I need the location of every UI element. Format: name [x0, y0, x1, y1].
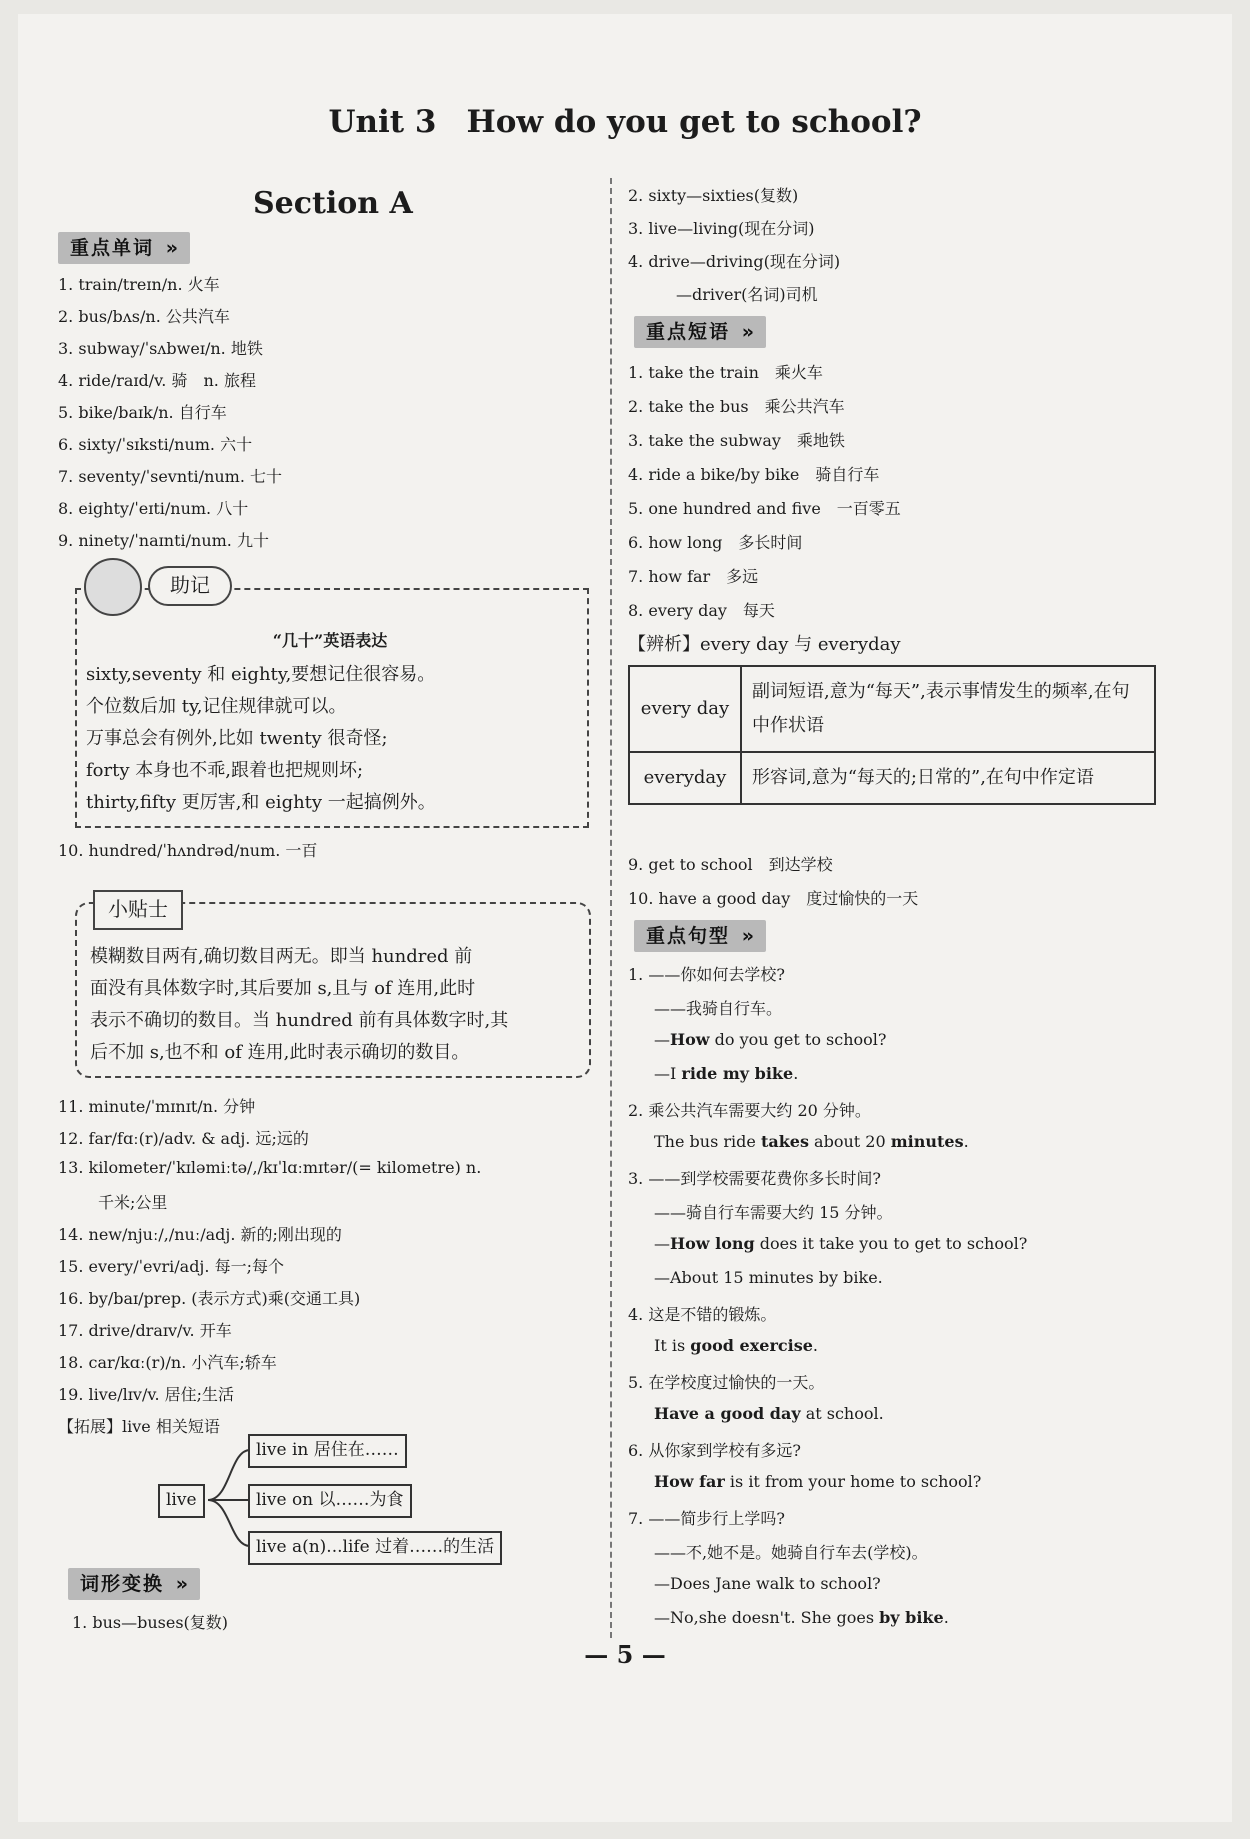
word-item: 16. by/baɪ/prep. (表示方式)乘(交通工具)	[58, 1289, 361, 1308]
header-key-phrases: 重点短语 »	[634, 316, 766, 348]
word-10: 10. hundred/ˈhʌndrəd/num. 一百	[58, 841, 318, 860]
header-key-words: 重点单词 »	[58, 232, 190, 264]
phrase-item: 4. ride a bike/by bike 骑自行车	[628, 465, 880, 484]
word-item: 15. every/ˈevri/adj. 每一;每个	[58, 1257, 284, 1276]
tip-label: 小贴士	[93, 890, 183, 930]
memory-line: thirty,fifty 更厉害,和 eighty 一起搞例外。	[86, 792, 436, 813]
extend-label: 【拓展】live 相关短语	[58, 1417, 220, 1436]
form-item-3: 3. live—living(现在分词)	[628, 219, 815, 238]
sentence-chinese: 5. 在学校度过愉快的一天。	[628, 1373, 825, 1392]
sentence-english: The bus ride takes about 20 minutes.	[654, 1132, 969, 1151]
extend-item-3: live a(n)...life 过着……的生活	[248, 1531, 502, 1565]
word-item: 千米;公里	[98, 1193, 168, 1212]
column-divider	[610, 178, 612, 1638]
sentence-english: —I ride my bike.	[654, 1064, 799, 1083]
form-item-2: 2. sixty—sixties(复数)	[628, 186, 799, 205]
phrase-item: 2. take the bus 乘公共汽车	[628, 397, 845, 416]
word-item: 4. ride/raɪd/v. 骑 n. 旅程	[58, 371, 256, 390]
sentence-english: —No,she doesn't. She goes by bike.	[654, 1608, 949, 1627]
word-item: 14. new/njuː/,/nuː/adj. 新的;刚出现的	[58, 1225, 342, 1244]
sentence-chinese: 6. 从你家到学校有多远?	[628, 1441, 801, 1460]
memory-line: forty 本身也不乖,跟着也把规则坏;	[86, 760, 364, 781]
unit-label: Unit 3	[328, 104, 437, 140]
section-title: Section A	[253, 186, 413, 221]
phrase-item: 7. how far 多远	[628, 567, 759, 586]
sentence-chinese: 1. ——你如何去学校?	[628, 965, 785, 984]
word-item: 17. drive/draɪv/v. 开车	[58, 1321, 232, 1340]
word-item: 5. bike/baɪk/n. 自行车	[58, 403, 227, 422]
phrase-item: 6. how long 多长时间	[628, 533, 803, 552]
table-cell-term: every day	[629, 666, 741, 752]
memory-line: 万事总会有例外,比如 twenty 很奇怪;	[86, 728, 388, 749]
header-word-forms: 词形变换 »	[68, 1568, 200, 1600]
word-item: 1. train/treɪn/n. 火车	[58, 275, 220, 294]
sentence-chinese: 3. ——到学校需要花费你多长时间?	[628, 1169, 881, 1188]
unit-question: How do you get to school?	[466, 104, 922, 140]
extend-item-2: live on 以……为食	[248, 1484, 412, 1518]
comparison-table	[628, 665, 1156, 805]
word-item: 12. far/fɑː(r)/adv. & adj. 远;远的	[58, 1129, 309, 1148]
header-key-sentences: 重点句型 »	[634, 920, 766, 952]
tip-line: 表示不确切的数目。当 hundred 前有具体数字时,其	[90, 1010, 509, 1031]
sentence-chinese: ——我骑自行车。	[654, 999, 783, 1018]
sentence-english: —Does Jane walk to school?	[654, 1574, 881, 1593]
phrase-item: 5. one hundred and five 一百零五	[628, 499, 901, 518]
word-item: 18. car/kɑː(r)/n. 小汽车;轿车	[58, 1353, 277, 1372]
sentence-english: —How do you get to school?	[654, 1030, 887, 1049]
sentence-english: How far is it from your home to school?	[654, 1472, 982, 1491]
phrase-10: 10. have a good day 度过愉快的一天	[628, 889, 919, 908]
word-item: 19. live/lɪv/v. 居住;生活	[58, 1385, 235, 1404]
sentence-english: —How long does it take you to get to school?	[654, 1234, 1028, 1253]
tip-line: 模糊数目两有,确切数目两无。即当 hundred 前	[90, 946, 473, 967]
sentence-chinese: 7. ——简步行上学吗?	[628, 1509, 785, 1528]
sentence-chinese: 4. 这是不错的锻炼。	[628, 1305, 777, 1324]
extend-item-1: live in 居住在……	[248, 1434, 407, 1468]
phrase-item: 8. every day 每天	[628, 601, 775, 620]
analysis-label: 【辨析】every day 与 everyday	[628, 634, 901, 655]
form-item-5: —driver(名词)司机	[676, 285, 818, 304]
memory-line: sixty,seventy 和 eighty,要想记住很容易。	[86, 664, 436, 685]
memory-line: 个位数后加 ty,记住规律就可以。	[86, 696, 347, 717]
phrase-item: 1. take the train 乘火车	[628, 363, 823, 382]
sentence-english: It is good exercise.	[654, 1336, 818, 1355]
sentence-english: —About 15 minutes by bike.	[654, 1268, 883, 1287]
tip-line: 后不加 s,也不和 of 连用,此时表示确切的数目。	[90, 1042, 470, 1063]
word-item: 3. subway/ˈsʌbweɪ/n. 地铁	[58, 339, 263, 358]
table-row	[629, 666, 1155, 752]
form-item-4: 4. drive—driving(现在分词)	[628, 252, 841, 271]
table-cell-term: everyday	[629, 752, 741, 804]
memory-heading: “几十”英语表达	[272, 631, 388, 650]
phrase-item: 3. take the subway 乘地铁	[628, 431, 845, 450]
page-number: — 5 —	[584, 1640, 666, 1669]
form-item-1: 1. bus—buses(复数)	[72, 1613, 229, 1632]
word-item: 9. ninety/ˈnaɪnti/num. 九十	[58, 531, 269, 550]
word-item: 7. seventy/ˈsevnti/num. 七十	[58, 467, 283, 486]
table-cell-desc: 副词短语,意为“每天”,表示事情发生的频率,在句中作状语	[741, 666, 1155, 752]
phrase-9: 9. get to school 到达学校	[628, 855, 833, 874]
extend-root: live	[158, 1484, 205, 1518]
word-item: 6. sixty/ˈsɪksti/num. 六十	[58, 435, 253, 454]
word-item: 13. kilometer/ˈkɪləmiːtə/,/kɪˈlɑːmɪtər/(= kilometre) n.	[58, 1158, 482, 1177]
table-row	[629, 752, 1155, 804]
tip-line: 面没有具体数字时,其后要加 s,且与 of 连用,此时	[90, 978, 476, 999]
word-item: 2. bus/bʌs/n. 公共汽车	[58, 307, 230, 326]
unit-title	[0, 104, 1250, 140]
sentence-english: Have a good day at school.	[654, 1404, 884, 1423]
sentence-chinese: 2. 乘公共汽车需要大约 20 分钟。	[628, 1101, 871, 1120]
sentence-chinese: ——骑自行车需要大约 15 分钟。	[654, 1203, 893, 1222]
sentence-chinese: ——不,她不是。她骑自行车去(学校)。	[654, 1543, 928, 1562]
memory-label: 助记	[148, 566, 232, 606]
word-item: 11. minute/ˈmɪnɪt/n. 分钟	[58, 1097, 256, 1116]
cartoon-boy-icon	[84, 558, 142, 616]
table-cell-desc: 形容词,意为“每天的;日常的”,在句中作定语	[741, 752, 1155, 804]
word-item: 8. eighty/ˈeɪti/num. 八十	[58, 499, 249, 518]
